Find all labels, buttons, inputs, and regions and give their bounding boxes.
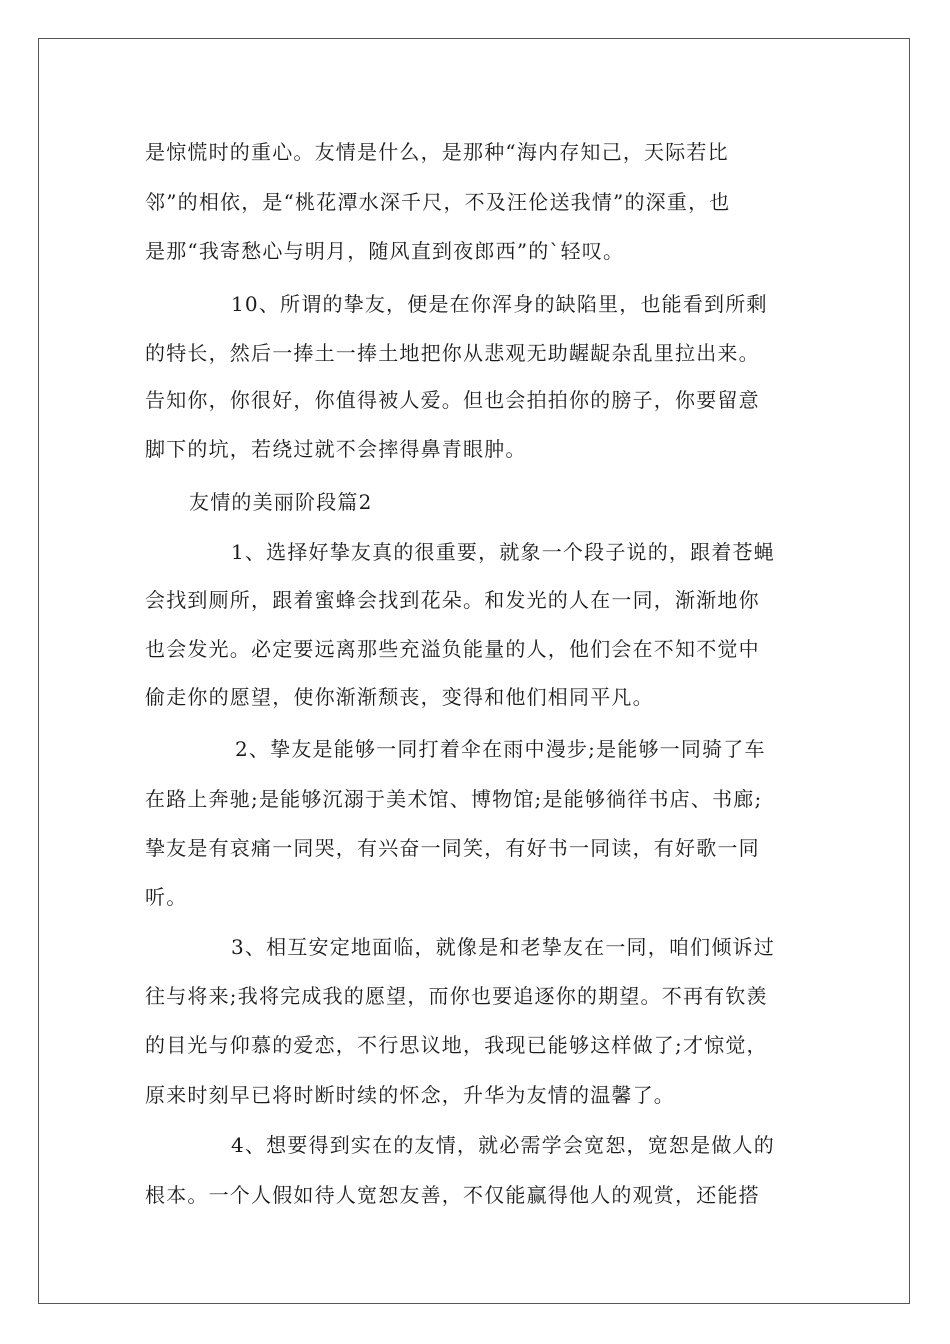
- section-heading: 友情的美丽阶段篇2: [189, 490, 373, 514]
- text-line: 脚下的坑，若绕过就不会摔得鼻青眼肿。: [145, 437, 527, 461]
- page-border: [38, 38, 910, 1304]
- text-line: 偷走你的愿望，使你渐渐颓丧，变得和他们相同平凡。: [145, 685, 654, 709]
- paragraph-start-line: 4、想要得到实在的友情，就必需学会宽恕，宽恕是做人的: [231, 1133, 775, 1157]
- text-line: 会找到厕所，跟着蜜蜂会找到花朵。和发光的人在一同，渐渐地你: [145, 588, 760, 612]
- text-line: 是那“我寄愁心与明月，随风直到夜郎西”的`轻叹。: [145, 239, 625, 263]
- text-line: 是惊慌时的重心。友情是什么，是那种“海内存知己，天际若比: [145, 140, 729, 164]
- text-line: 也会发光。必定要远离那些充溢负能量的人，他们会在不知不觉中: [145, 637, 760, 661]
- text-line: 的目光与仰慕的爱恋，不行思议地，我现已能够这样做了;才惊觉，: [145, 1033, 768, 1057]
- paragraph-start-line: 1、选择好挚友真的很重要，就象一个段子说的，跟着苍蝇: [231, 540, 775, 564]
- text-line: 告知你，你很好，你值得被人爱。但也会拍拍你的膀子，你要留意: [145, 388, 760, 412]
- text-line: 原来时刻早已将时断时续的怀念，升华为友情的温馨了。: [145, 1083, 675, 1107]
- paragraph-start-line: 3、相互安定地面临，就像是和老挚友在一同，咱们倾诉过: [231, 935, 775, 959]
- text-line: 根本。一个人假如待人宽恕友善，不仅能赢得他人的观赏，还能搭: [145, 1183, 760, 1207]
- text-line: 邻”的相依，是“桃花潭水深千尺，不及汪伦送我情”的深重，也: [145, 190, 731, 214]
- text-line: 听。: [145, 885, 188, 909]
- paragraph-start-line: 2、挚友是能够一同打着伞在雨中漫步;是能够一同骑了车: [235, 737, 766, 761]
- text-line: 挚友是有哀痛一同哭，有兴奋一同笑，有好书一同读，有好歌一同: [145, 836, 760, 860]
- text-line: 的特长，然后一捧土一捧土地把你从悲观无助龌龊杂乱里拉出来。: [145, 341, 760, 365]
- text-line: 往与将来;我将完成我的愿望，而你也要追逐你的期望。不再有钦羡: [145, 984, 768, 1008]
- paragraph-start-line: 10、所谓的挚友，便是在你浑身的缺陷里，也能看到所剩: [231, 292, 768, 316]
- text-line: 在路上奔驰;是能够沉溺于美术馆、博物馆;是能够徜徉书店、书廊;: [145, 787, 763, 811]
